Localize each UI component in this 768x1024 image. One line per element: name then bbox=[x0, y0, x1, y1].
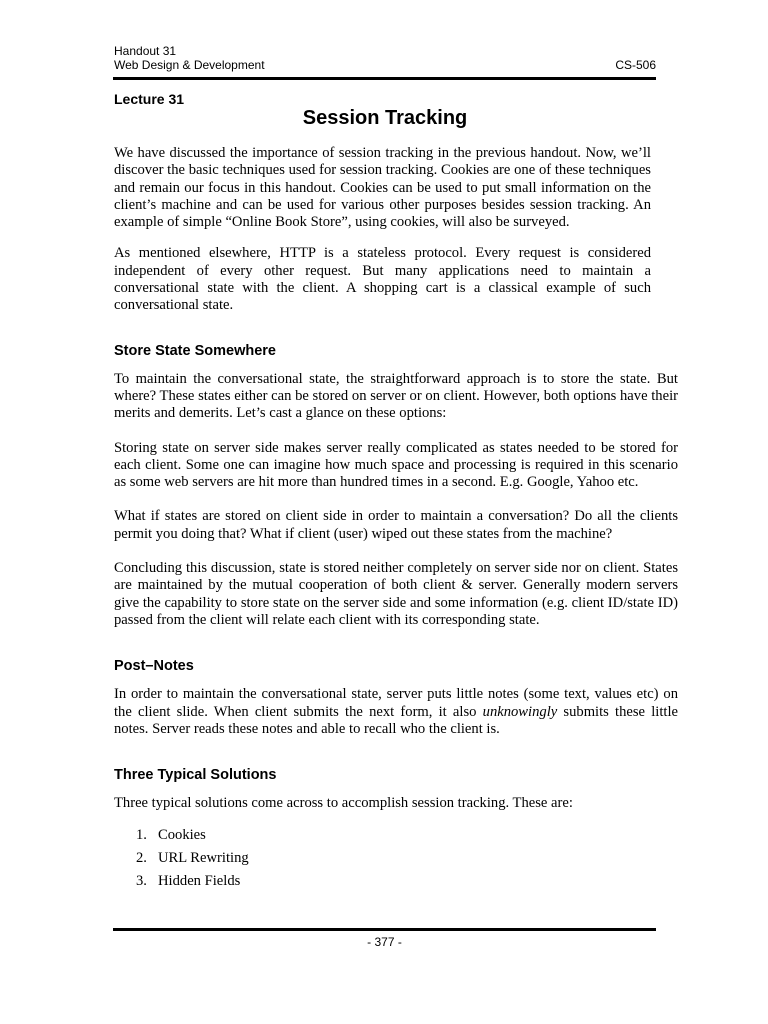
list-item: 3. Hidden Fields bbox=[136, 873, 241, 890]
list-item: 1. Cookies bbox=[136, 827, 206, 844]
page-number: - 377 - bbox=[367, 935, 402, 949]
page-header bbox=[114, 44, 656, 72]
intro-paragraph-2: As mentioned elsewhere, HTTP is a stateless protocol. Every request is considered independent of every other request. But many applications need to maintain a conversational state with the client. A shopping cart is a classical example of such conversational state. bbox=[114, 245, 651, 314]
store-paragraph-3: What if states are stored on client side in order to maintain a conversation? Do all the clients permit you doing that? What if client (user) wiped out these states from the machine? bbox=[114, 508, 678, 542]
solutions-list bbox=[114, 824, 678, 893]
store-paragraph-4: Concluding this discussion, state is stored neither completely on server side nor on client. States are maintained by the mutual cooperation of both client & server. Generally modern servers give the capability to store state on the server side and some information (e.g. client ID/state ID) passed from the client will relate each client with its corresponding state. bbox=[114, 560, 678, 628]
emphasis-unknowingly: unknowingly bbox=[482, 703, 558, 720]
handout-label: Handout 31 bbox=[114, 44, 177, 58]
course-name: Web Design & Development bbox=[114, 58, 265, 72]
page-title: Session Tracking bbox=[302, 107, 468, 129]
three-solutions-paragraph: Three typical solutions come across to accomplish session tracking. These are: bbox=[114, 795, 573, 812]
intro-paragraph-1: We have discussed the importance of session tracking in the previous handout. Now, we’ll discover the basic techniques used for session tracking. Cookies are one of these techniques and remain our focus in this handout. Cookies can be used to put small information on the client’s machine and can be used for various other purposes besides session tracking. An example of simple “Online Book Store”, using cookies, will also be surveyed. bbox=[114, 145, 651, 231]
section-heading-store: Store State Somewhere bbox=[114, 342, 276, 359]
lecture-label: Lecture 31 bbox=[114, 91, 185, 107]
section-heading-three-solutions: Three Typical Solutions bbox=[114, 767, 277, 784]
list-item: 2. URL Rewriting bbox=[136, 850, 249, 867]
header-divider bbox=[113, 77, 656, 80]
course-code: CS-506 bbox=[615, 58, 656, 72]
store-paragraph-1: To maintain the conversational state, the straightforward approach is to store the state. But where? These states either can be stored on server or on client. However, both options have their merits and demerits. Let’s cast a glance on these options: bbox=[114, 370, 678, 422]
document-body bbox=[114, 145, 678, 893]
footer-divider bbox=[113, 928, 656, 931]
store-paragraph-2: Storing state on server side makes server really complicated as states needed to be stored for each client. Some one can imagine how much space and processing is required in this scenario as some web servers are hit more than hundred times in a second. E.g. Google, Yahoo etc. bbox=[114, 439, 678, 491]
post-notes-paragraph: In order to maintain the conversational state, server puts little notes (some text, values etc) on the client slide. When client submits the next form, it also unknowingly submits these little notes. Server reads these notes and able to recall who the client is. bbox=[114, 686, 678, 737]
section-heading-post-notes: Post–Notes bbox=[114, 658, 194, 675]
